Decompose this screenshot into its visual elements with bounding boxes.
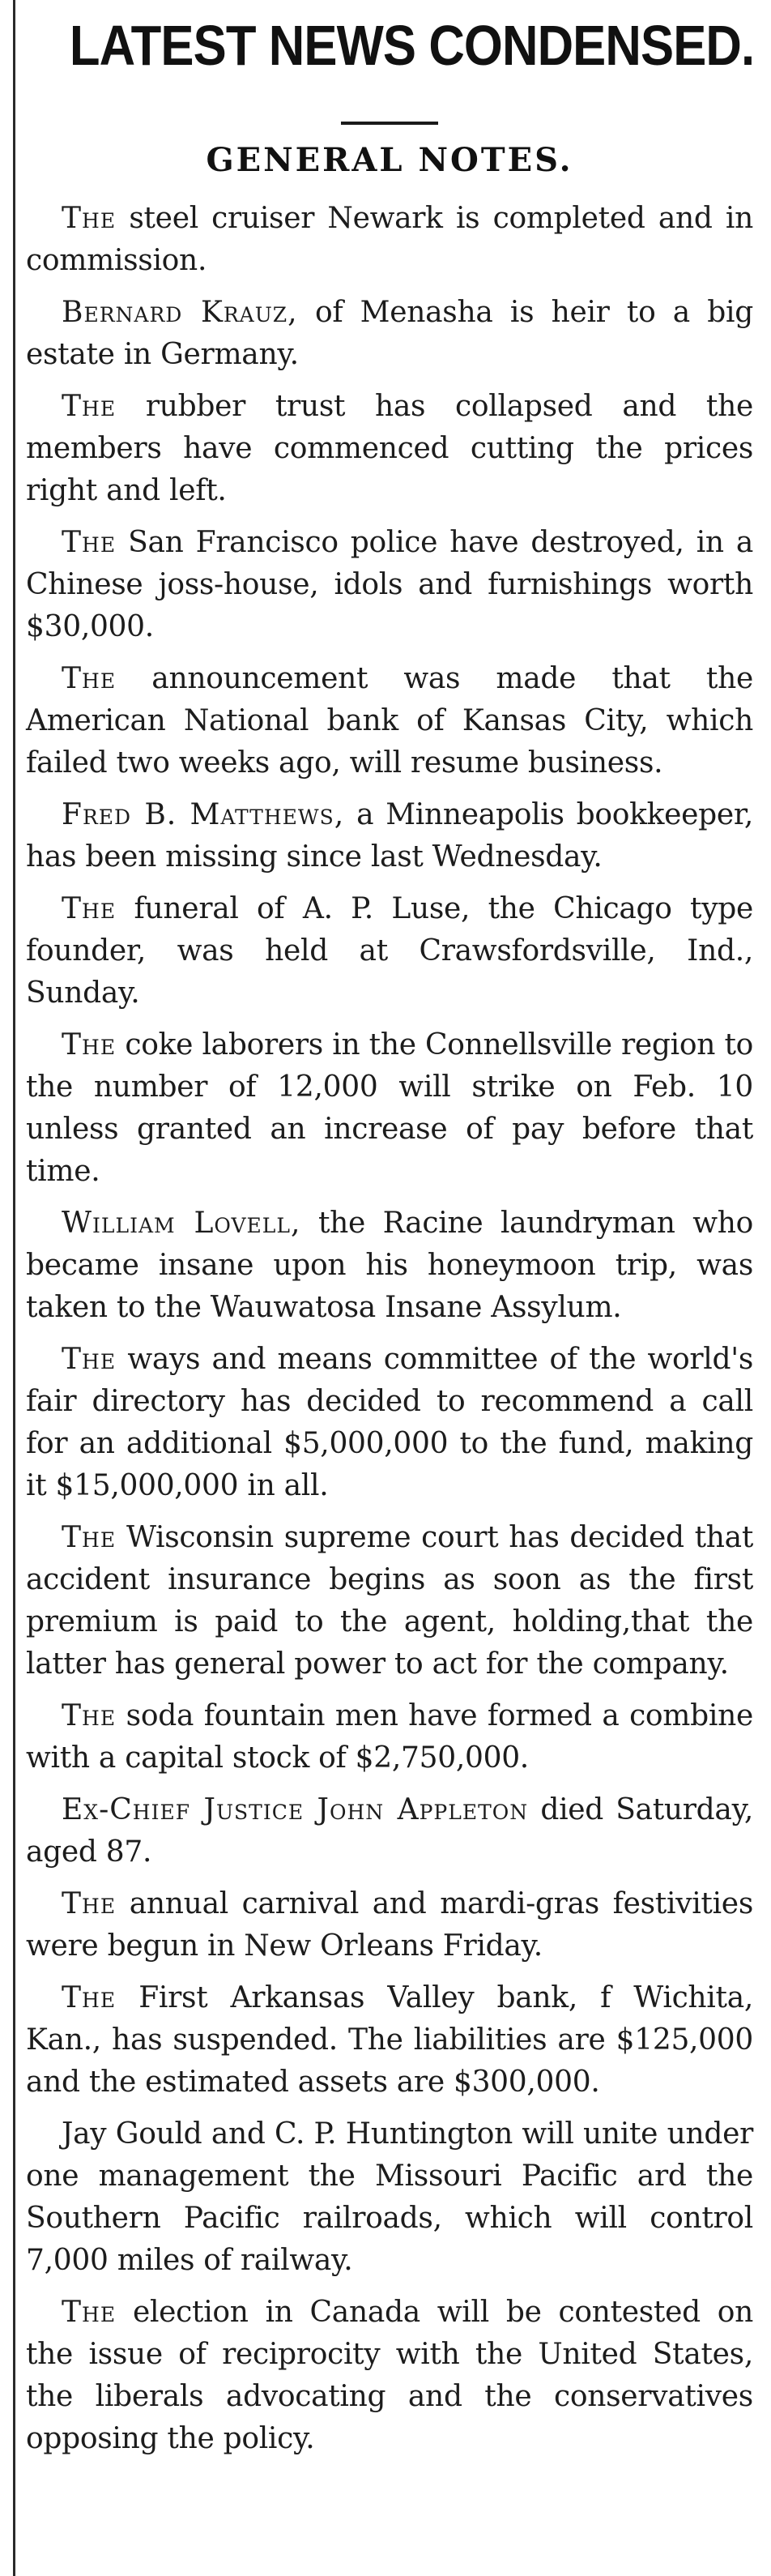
news-item (26, 292, 753, 376)
news-item (26, 794, 753, 878)
news-item (26, 2113, 753, 2282)
news-item (26, 1024, 753, 1193)
news-item (26, 2292, 753, 2460)
news-item-text: annual carnival and mardi-gras festivities were begun in New Orleans Friday. (26, 1887, 753, 1963)
news-item-lead: Ex-Chief Justice John Appleton (62, 1793, 529, 1826)
news-item-text: steel cruiser Newark is completed and in commission. (26, 202, 753, 277)
news-item-text: a Minneapolis bookkeeper, has been missing since last Wednesday. (26, 798, 753, 874)
news-item-text: Wisconsin supreme court has decided that accident insurance begins as soon as the first premium is paid to the agent, holding,that the latter has general power to act for the company. (26, 1521, 753, 1681)
masthead: LATEST NEWS CONDENSED. (69, 14, 755, 77)
news-item (26, 888, 753, 1015)
news-item-lead: The (62, 390, 117, 423)
news-item-lead: The (62, 662, 117, 695)
news-item-lead: The (62, 1521, 117, 1554)
news-item-lead: The (62, 1343, 117, 1376)
news-item (26, 1789, 753, 1873)
news-item-lead: Bernard Krauz, (62, 296, 298, 329)
news-items (26, 198, 753, 2460)
news-item-text: coke laborers in the Connellsville region to the number of 12,000 will strike on Feb. 10 unless granted an increase of pay before that time. (26, 1028, 753, 1188)
news-item-text: ways and means committee of the world's fair directory has decided to recommend a call for an additional $5,000,000 to the fund, making it $15,000,000 in all. (26, 1343, 753, 1502)
news-item-lead: The (62, 892, 117, 925)
news-item-lead: The (62, 2296, 117, 2329)
news-item-text: of Menasha is heir to a big estate in Germany. (26, 296, 753, 371)
news-item (26, 1339, 753, 1507)
news-item-lead: The (62, 526, 117, 559)
news-item-text: funeral of A. P. Luse, the Chicago type founder, was held at Crawsfordsville, Ind., Sunday. (26, 892, 753, 1010)
news-item-text: Jay Gould and C. P. Huntington will unite under one management the Missouri Pacific ard the Southern Pacific railroads, which will control 7,000 miles of railway. (26, 2117, 753, 2277)
news-item (26, 1883, 753, 1967)
news-item (26, 1517, 753, 1685)
news-item (26, 386, 753, 512)
news-item-lead: The (62, 1981, 117, 2014)
news-item-text: died Saturday, aged 87. (26, 1793, 753, 1869)
section-heading: GENERAL NOTES. (206, 141, 573, 179)
news-item-lead: William Lovell, (62, 1207, 301, 1240)
masthead-divider (341, 122, 438, 125)
news-item-lead: The (62, 1887, 117, 1920)
news-item-lead: The (62, 202, 117, 235)
news-item (26, 1977, 753, 2104)
news-item (26, 1203, 753, 1329)
news-item (26, 658, 753, 784)
news-item-text: soda fountain men have formed a combine with a capital stock of $2,750,000. (26, 1699, 753, 1775)
news-item-text: announcement was made that the American National bank of Kansas City, which failed two weeks ago, will resume business. (26, 662, 753, 780)
news-item (26, 522, 753, 648)
news-item (26, 198, 753, 282)
news-item-text: First Arkansas Valley bank, f Wichita, Kan., has suspended. The liabilities are $125,000 and the estimated assets are $300,000. (26, 1981, 753, 2099)
news-item-text: rubber trust has collapsed and the members have commenced cutting the prices right and left. (26, 390, 753, 507)
news-item-lead: Fred B. Matthews, (62, 798, 345, 831)
news-item-lead: The (62, 1028, 117, 1062)
news-item (26, 1695, 753, 1779)
news-item-text: San Francisco police have destroyed, in a Chinese joss-house, idols and furnishings worth $30,000. (26, 526, 753, 643)
news-item-lead: The (62, 1699, 117, 1732)
news-item-text: the Racine laundryman who became insane upon his honeymoon trip, was taken to the Wauwatosa Insane Assylum. (26, 1207, 754, 1324)
news-item-text: election in Canada will be contested on the issue of reciprocity with the United States, the liberals advocating and the conservatives opposing the policy. (26, 2296, 753, 2455)
